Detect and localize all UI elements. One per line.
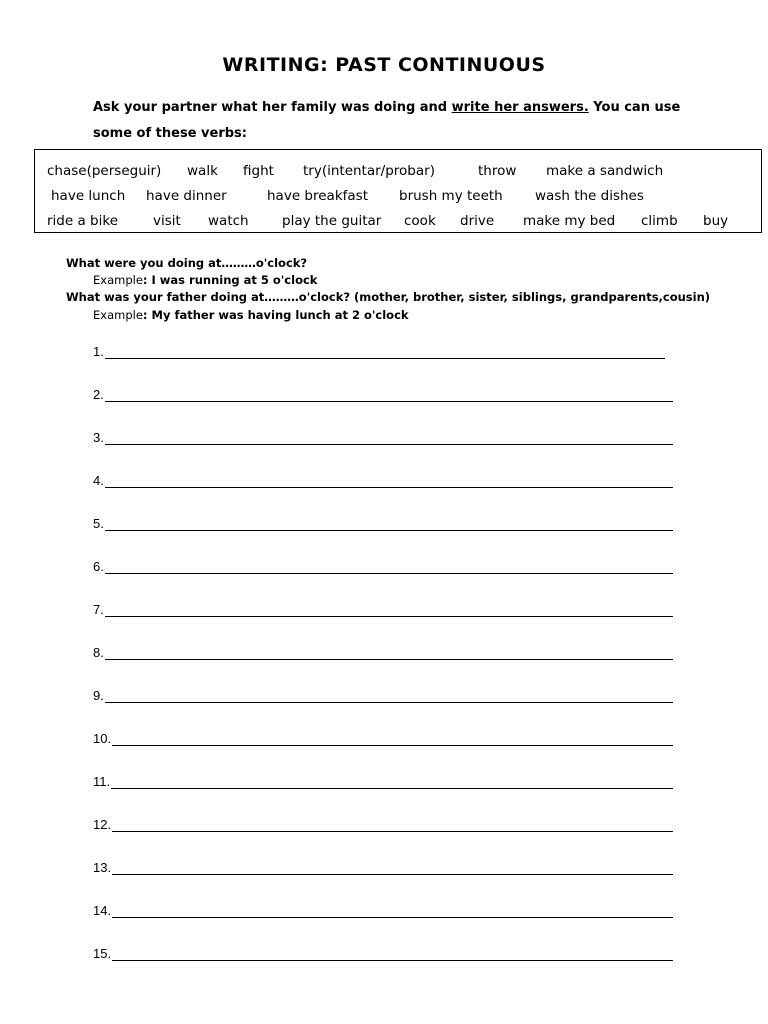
answer-number: 9. (93, 688, 104, 703)
instructions-line-2: some of these verbs: (93, 126, 247, 141)
answer-line[interactable] (93, 470, 673, 488)
answer-number: 6. (93, 559, 104, 574)
answer-number: 1. (93, 344, 104, 359)
answer-line[interactable] (93, 341, 665, 359)
verb: have breakfast (267, 188, 368, 204)
answer-number: 2. (93, 387, 104, 402)
answer-line[interactable] (93, 685, 673, 703)
answer-line[interactable] (93, 943, 673, 961)
verb: play the guitar (282, 213, 382, 229)
instructions-text-1: Ask your partner what her family was doing and (93, 100, 452, 115)
answer-blank[interactable] (105, 516, 673, 531)
answer-number: 12. (93, 817, 112, 832)
verb: have dinner (146, 188, 227, 204)
verb: make a sandwich (546, 163, 664, 179)
answer-blank[interactable] (111, 774, 673, 789)
answer-blank[interactable] (112, 946, 673, 961)
verb: try(intentar/probar) (303, 163, 435, 179)
verb: walk (187, 163, 218, 179)
example-label: Example (93, 308, 143, 322)
answer-number: 11. (93, 774, 111, 789)
verb: throw (478, 163, 517, 179)
verb: visit (153, 213, 181, 229)
answer-number: 14. (93, 903, 112, 918)
answer-blank[interactable] (105, 688, 673, 703)
answer-number: 10. (93, 731, 112, 746)
verb: chase(perseguir) (47, 163, 162, 179)
verb: drive (460, 213, 495, 229)
example-1 (93, 273, 317, 287)
answer-line[interactable] (93, 642, 673, 660)
answer-blank[interactable] (105, 473, 673, 488)
example-text: : I was running at 5 o'clock (142, 273, 318, 287)
answer-number: 15. (93, 946, 112, 961)
answer-blank[interactable] (112, 731, 673, 746)
answer-line[interactable] (93, 771, 673, 789)
answer-blank[interactable] (105, 344, 665, 359)
answer-line[interactable] (93, 857, 673, 875)
answer-blank[interactable] (112, 860, 673, 875)
verb: cook (404, 213, 436, 229)
answer-line[interactable] (93, 728, 673, 746)
answer-number: 3. (93, 430, 104, 445)
answer-number: 13. (93, 860, 112, 875)
page-title: WRITING: PAST CONTINUOUS (222, 54, 546, 76)
verb: wash the dishes (535, 188, 644, 204)
question-1: What were you doing at………o'clock? (66, 256, 308, 270)
verb: ride a bike (47, 213, 118, 229)
answer-blank[interactable] (105, 645, 673, 660)
question-2: What was your father doing at………o'clock? (mother, brother, sister, siblings, grandparents,cousin) (66, 290, 711, 304)
verb: brush my teeth (399, 188, 503, 204)
example-label: Example (93, 273, 143, 287)
verb: make my bed (523, 213, 616, 229)
verb: fight (243, 163, 274, 179)
answer-line[interactable] (93, 900, 673, 918)
answer-blank[interactable] (112, 903, 673, 918)
answer-number: 7. (93, 602, 104, 617)
answer-line[interactable] (93, 427, 673, 445)
answer-line[interactable] (93, 599, 673, 617)
verb: buy (703, 213, 729, 229)
answer-line[interactable] (93, 556, 673, 574)
answer-blank[interactable] (105, 387, 673, 402)
example-2 (93, 308, 409, 322)
answer-blank[interactable] (105, 430, 673, 445)
verb: watch (208, 213, 249, 229)
verb-box (34, 149, 762, 233)
answer-number: 4. (93, 473, 104, 488)
answer-blank[interactable] (105, 602, 673, 617)
answer-blank[interactable] (112, 817, 673, 832)
answer-number: 5. (93, 516, 104, 531)
verb: climb (641, 213, 678, 229)
instructions-line-1 (93, 100, 713, 115)
verb: have lunch (51, 188, 126, 204)
example-text: : My father was having lunch at 2 o'clock (142, 308, 409, 322)
answer-line[interactable] (93, 814, 673, 832)
answer-number: 8. (93, 645, 104, 660)
instructions-underlined: write her answers. (451, 100, 589, 115)
instructions-text-2: You can use (588, 100, 681, 115)
answer-blank[interactable] (105, 559, 673, 574)
answer-line[interactable] (93, 384, 673, 402)
answer-line[interactable] (93, 513, 673, 531)
